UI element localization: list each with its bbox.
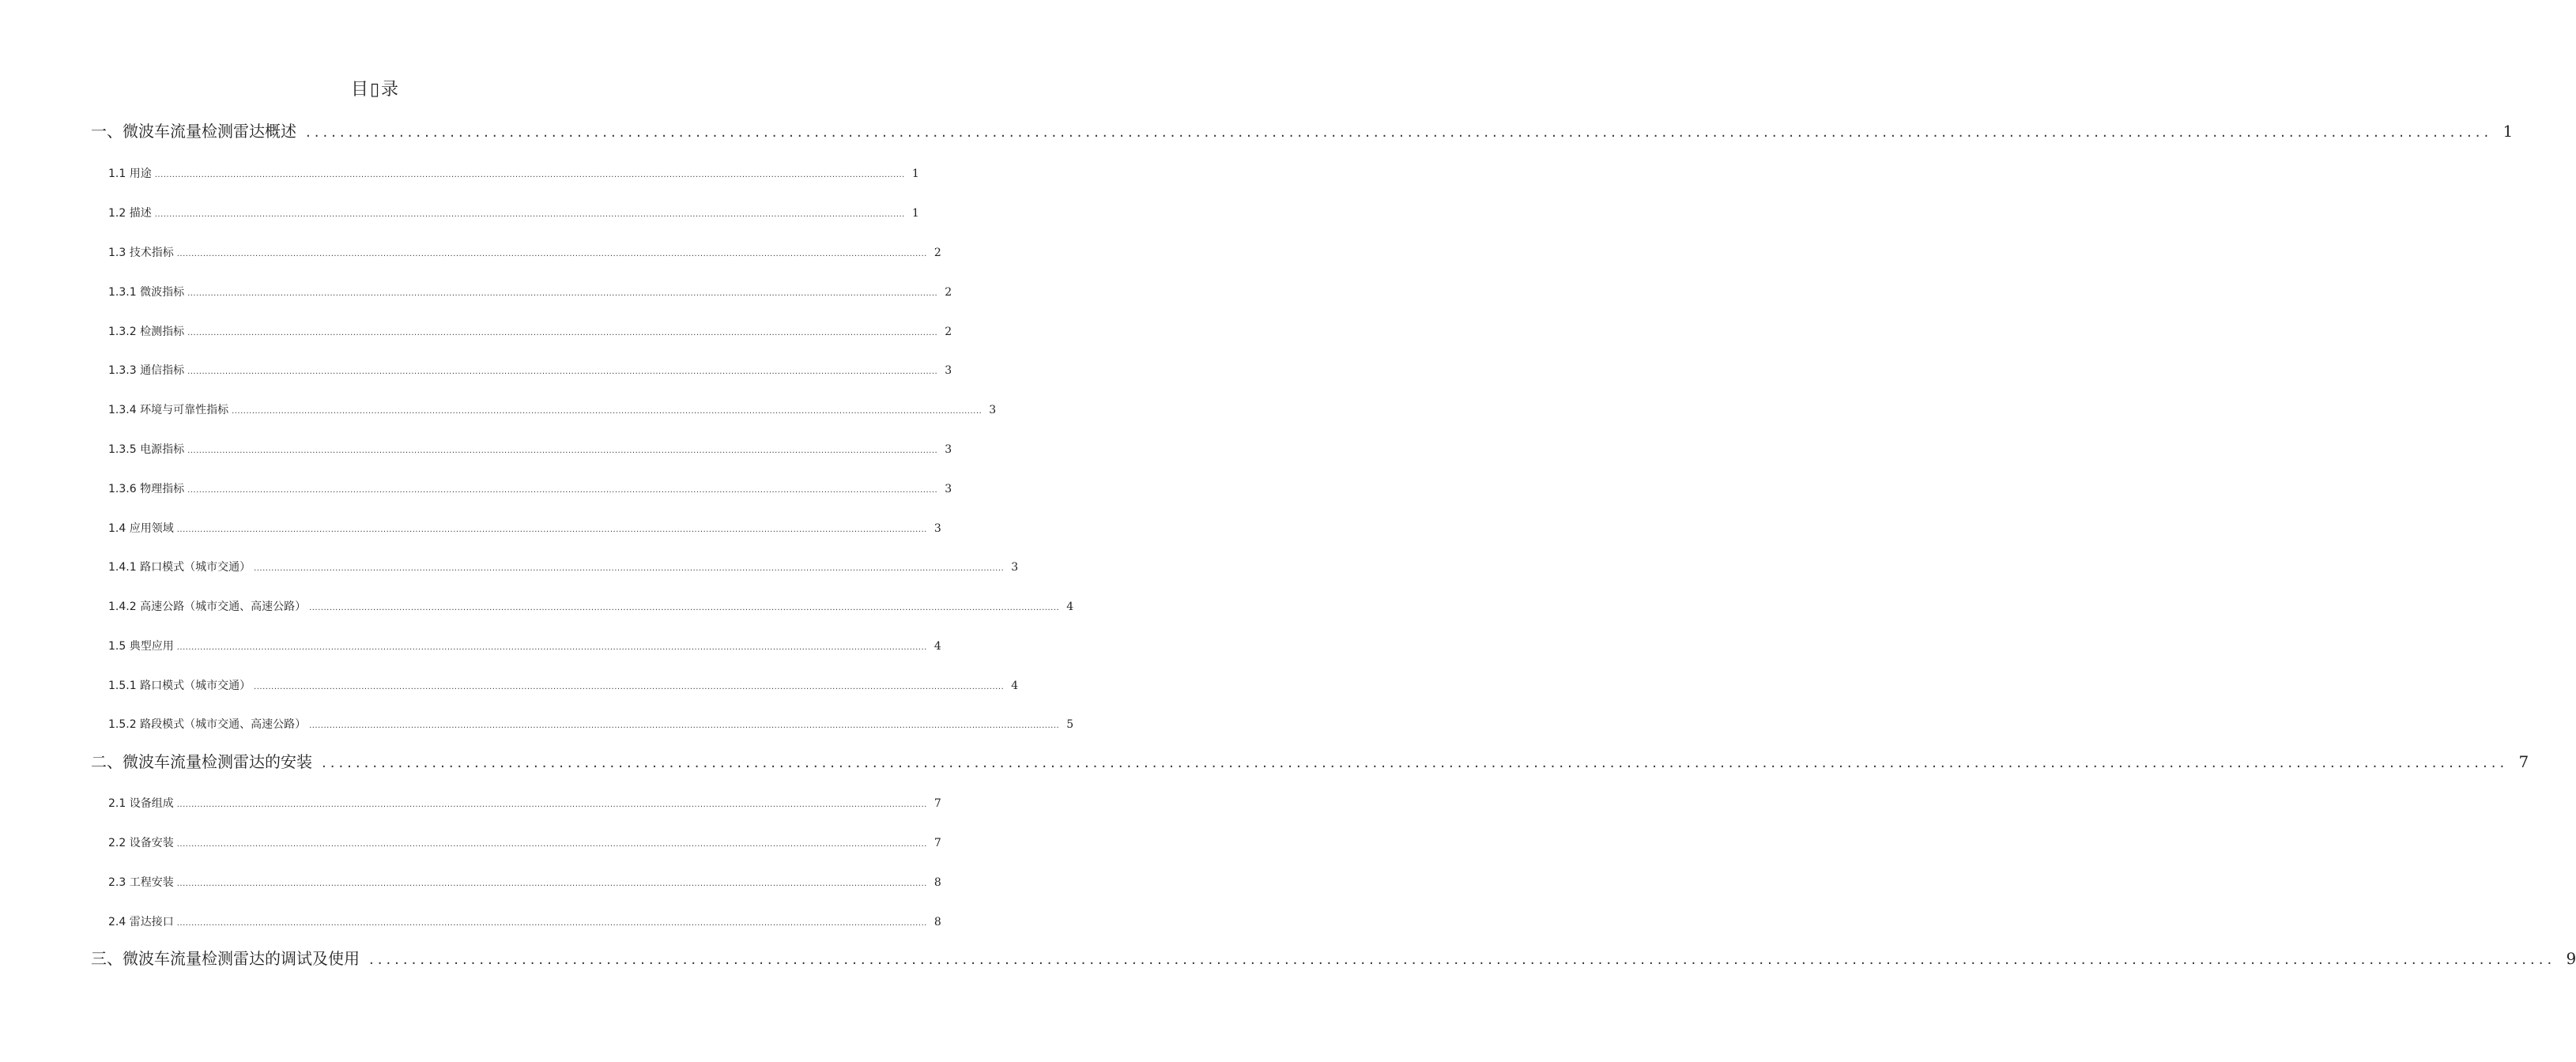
toc-entry-label: 1.3 技术指标 bbox=[108, 247, 174, 259]
toc-entry-section[interactable] bbox=[108, 795, 941, 811]
toc-entry-subsection[interactable] bbox=[108, 323, 952, 339]
toc-entry-subsection[interactable] bbox=[108, 559, 1019, 574]
dot-leader: .................................................................................................................................................................................................................................................................. bbox=[254, 564, 1005, 573]
toc-entry-page: 2 bbox=[945, 326, 952, 338]
dot-leader: .................................................................................................................................................................................................................................................................. bbox=[187, 367, 938, 376]
toc-entry-page: 1 bbox=[911, 168, 919, 180]
toc-entry-page: 4 bbox=[1066, 601, 1074, 613]
toc-entry-subsection[interactable] bbox=[108, 677, 1019, 693]
toc-entry-page: 3 bbox=[945, 483, 952, 495]
dot-leader: .................................................................................................................................................................................................................................................................. bbox=[369, 951, 2556, 968]
toc-entry-section[interactable] bbox=[108, 913, 941, 929]
toc-entry-page: 2 bbox=[945, 286, 952, 299]
toc-entry-page: 8 bbox=[933, 916, 941, 928]
dot-leader: .................................................................................................................................................................................................................................................................. bbox=[187, 329, 938, 337]
toc-entry-label: 1.4.2 高速公路（城市交通、高速公路） bbox=[108, 601, 307, 613]
toc-entry-subsection[interactable] bbox=[108, 284, 952, 299]
toc-entry-page: 4 bbox=[933, 640, 941, 653]
toc-entry-label: 三、微波车流量检测雷达的调试及使用 bbox=[91, 949, 360, 968]
toc-entry-section[interactable] bbox=[108, 520, 941, 536]
toc-entry-section[interactable] bbox=[108, 638, 941, 653]
toc-entry-page: 4 bbox=[1011, 680, 1019, 692]
toc-entry-subsection[interactable] bbox=[108, 441, 952, 457]
toc-entry-label: 1.2 描述 bbox=[108, 207, 152, 220]
dot-leader: .................................................................................................................................................................................................................................................................. bbox=[187, 289, 938, 298]
dot-leader: .................................................................................................................................................................................................................................................................. bbox=[322, 755, 2509, 771]
toc-entry-chapter-3[interactable] bbox=[91, 946, 2576, 969]
toc-entry-page: 3 bbox=[933, 522, 941, 535]
dot-leader: .................................................................................................................................................................................................................................................................. bbox=[176, 250, 927, 258]
dot-leader: .................................................................................................................................................................................................................................................................. bbox=[232, 407, 983, 416]
toc-entry-page: 7 bbox=[2518, 752, 2529, 771]
toc-entry-subsection[interactable] bbox=[108, 362, 952, 378]
toc-entry-page: 8 bbox=[933, 876, 941, 889]
dot-leader: .................................................................................................................................................................................................................................................................. bbox=[187, 486, 938, 495]
toc-entry-chapter-2[interactable] bbox=[91, 749, 2529, 772]
dot-leader: .................................................................................................................................................................................................................................................................. bbox=[309, 604, 1060, 612]
dot-leader: .................................................................................................................................................................................................................................................................. bbox=[176, 840, 927, 849]
toc-entry-page: 3 bbox=[945, 443, 952, 456]
toc-entry-label: 1.3.5 电源指标 bbox=[108, 443, 185, 456]
toc-entry-page: 3 bbox=[989, 404, 997, 416]
dot-leader: .................................................................................................................................................................................................................................................................. bbox=[187, 446, 938, 455]
dot-leader: .................................................................................................................................................................................................................................................................. bbox=[176, 800, 927, 809]
toc-entry-section[interactable] bbox=[108, 834, 941, 850]
toc-title: 目▯录 bbox=[350, 80, 401, 100]
toc-entry-page: 7 bbox=[933, 797, 941, 810]
dot-leader: .................................................................................................................................................................................................................................................................. bbox=[154, 210, 905, 219]
toc-entry-label: 1.5.2 路段模式（城市交通、高速公路） bbox=[108, 718, 307, 731]
toc-entry-page: 5 bbox=[1066, 718, 1074, 731]
toc-entry-subsection[interactable] bbox=[108, 401, 997, 417]
dot-leader: .................................................................................................................................................................................................................................................................. bbox=[176, 643, 927, 652]
toc-entry-page: 1 bbox=[2502, 122, 2514, 141]
dot-leader: .................................................................................................................................................................................................................................................................. bbox=[176, 525, 927, 534]
toc-entry-page: 7 bbox=[933, 837, 941, 849]
toc-entry-label: 2.1 设备组成 bbox=[108, 797, 174, 810]
dot-leader: .................................................................................................................................................................................................................................................................. bbox=[176, 879, 927, 888]
toc-entry-label: 1.5 典型应用 bbox=[108, 640, 174, 653]
toc-entry-label: 1.5.1 路口模式（城市交通） bbox=[108, 680, 251, 692]
toc-entry-chapter-1[interactable] bbox=[91, 119, 2514, 141]
toc-entry-page: 1 bbox=[911, 207, 919, 220]
toc-entry-page: 3 bbox=[945, 364, 952, 377]
dot-leader: .................................................................................................................................................................................................................................................................. bbox=[309, 721, 1060, 730]
toc-entry-subsection[interactable] bbox=[108, 598, 1074, 614]
toc-entry-page: 3 bbox=[1011, 561, 1019, 574]
toc-entry-label: 1.4.1 路口模式（城市交通） bbox=[108, 561, 251, 574]
toc-entry-label: 1.3.3 通信指标 bbox=[108, 364, 185, 377]
toc-entry-subsection[interactable] bbox=[108, 480, 952, 496]
toc-entry-label: 1.3.4 环境与可靠性指标 bbox=[108, 404, 229, 416]
toc-entry-label: 1.1 用途 bbox=[108, 168, 152, 180]
toc-entry-label: 二、微波车流量检测雷达的安装 bbox=[91, 752, 312, 771]
toc-entry-section[interactable] bbox=[108, 874, 941, 890]
toc-entry-label: 2.2 设备安装 bbox=[108, 837, 174, 849]
toc-entry-label: 1.3.6 物理指标 bbox=[108, 483, 185, 495]
toc-entry-label: 一、微波车流量检测雷达概述 bbox=[91, 122, 296, 141]
toc-entry-section[interactable] bbox=[108, 205, 919, 220]
dot-leader: .................................................................................................................................................................................................................................................................. bbox=[176, 919, 927, 928]
dot-leader: .................................................................................................................................................................................................................................................................. bbox=[306, 124, 2493, 141]
toc-entry-section[interactable] bbox=[108, 244, 941, 260]
toc-entry-label: 1.3.2 检测指标 bbox=[108, 326, 185, 338]
toc-entry-page: 9 bbox=[2566, 949, 2576, 968]
toc-entry-label: 1.3.1 微波指标 bbox=[108, 286, 185, 299]
toc-entry-subsection[interactable] bbox=[108, 716, 1074, 732]
dot-leader: .................................................................................................................................................................................................................................................................. bbox=[254, 683, 1005, 691]
toc-entry-page: 2 bbox=[933, 247, 941, 259]
toc-entry-label: 2.3 工程安装 bbox=[108, 876, 174, 889]
toc-entry-label: 2.4 雷达接口 bbox=[108, 916, 174, 928]
toc-entry-section[interactable] bbox=[108, 165, 919, 181]
toc-entry-label: 1.4 应用领域 bbox=[108, 522, 174, 535]
dot-leader: .................................................................................................................................................................................................................................................................. bbox=[154, 171, 905, 179]
